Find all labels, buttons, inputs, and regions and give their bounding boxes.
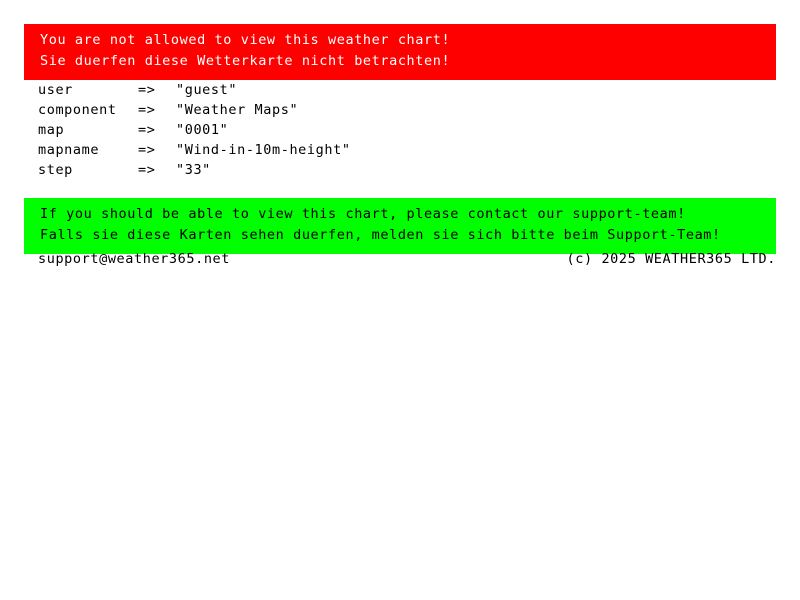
support-info-banner	[24, 198, 776, 254]
param-arrow-component: =>	[138, 102, 156, 118]
request-parameters	[38, 80, 351, 180]
param-value-mapname: "Wind-in-10m-height"	[176, 142, 351, 158]
table-row	[38, 160, 351, 180]
parameters-table	[38, 80, 351, 180]
copyright-notice: (c) 2025 WEATHER365 LTD.	[566, 251, 776, 267]
access-denied-message-de: Sie duerfen diese Wetterkarte nicht betrachten!	[40, 53, 451, 69]
param-arrow-step: =>	[138, 162, 156, 178]
param-value-step: "33"	[176, 162, 211, 178]
param-key-user: user	[38, 82, 73, 98]
page-footer	[38, 250, 776, 268]
access-denied-banner	[24, 24, 776, 80]
support-email-link[interactable]: support@weather365.net	[38, 251, 231, 267]
support-info-message-en: If you should be able to view this chart, please contact our support-team!	[40, 206, 686, 222]
param-key-component: component	[38, 102, 117, 118]
table-row	[38, 100, 351, 120]
param-arrow-mapname: =>	[138, 142, 156, 158]
param-arrow-map: =>	[138, 122, 156, 138]
table-row	[38, 120, 351, 140]
table-row	[38, 140, 351, 160]
param-key-map: map	[38, 122, 65, 138]
table-row	[38, 80, 351, 100]
param-value-map: "0001"	[176, 122, 229, 138]
param-value-component: "Weather Maps"	[176, 102, 299, 118]
support-info-message-de: Falls sie diese Karten sehen duerfen, melden sie sich bitte beim Support-Team!	[40, 227, 721, 243]
param-key-step: step	[38, 162, 73, 178]
param-arrow-user: =>	[138, 82, 156, 98]
param-value-user: "guest"	[176, 82, 238, 98]
access-denied-message-en: You are not allowed to view this weather chart!	[40, 32, 451, 48]
param-key-mapname: mapname	[38, 142, 100, 158]
